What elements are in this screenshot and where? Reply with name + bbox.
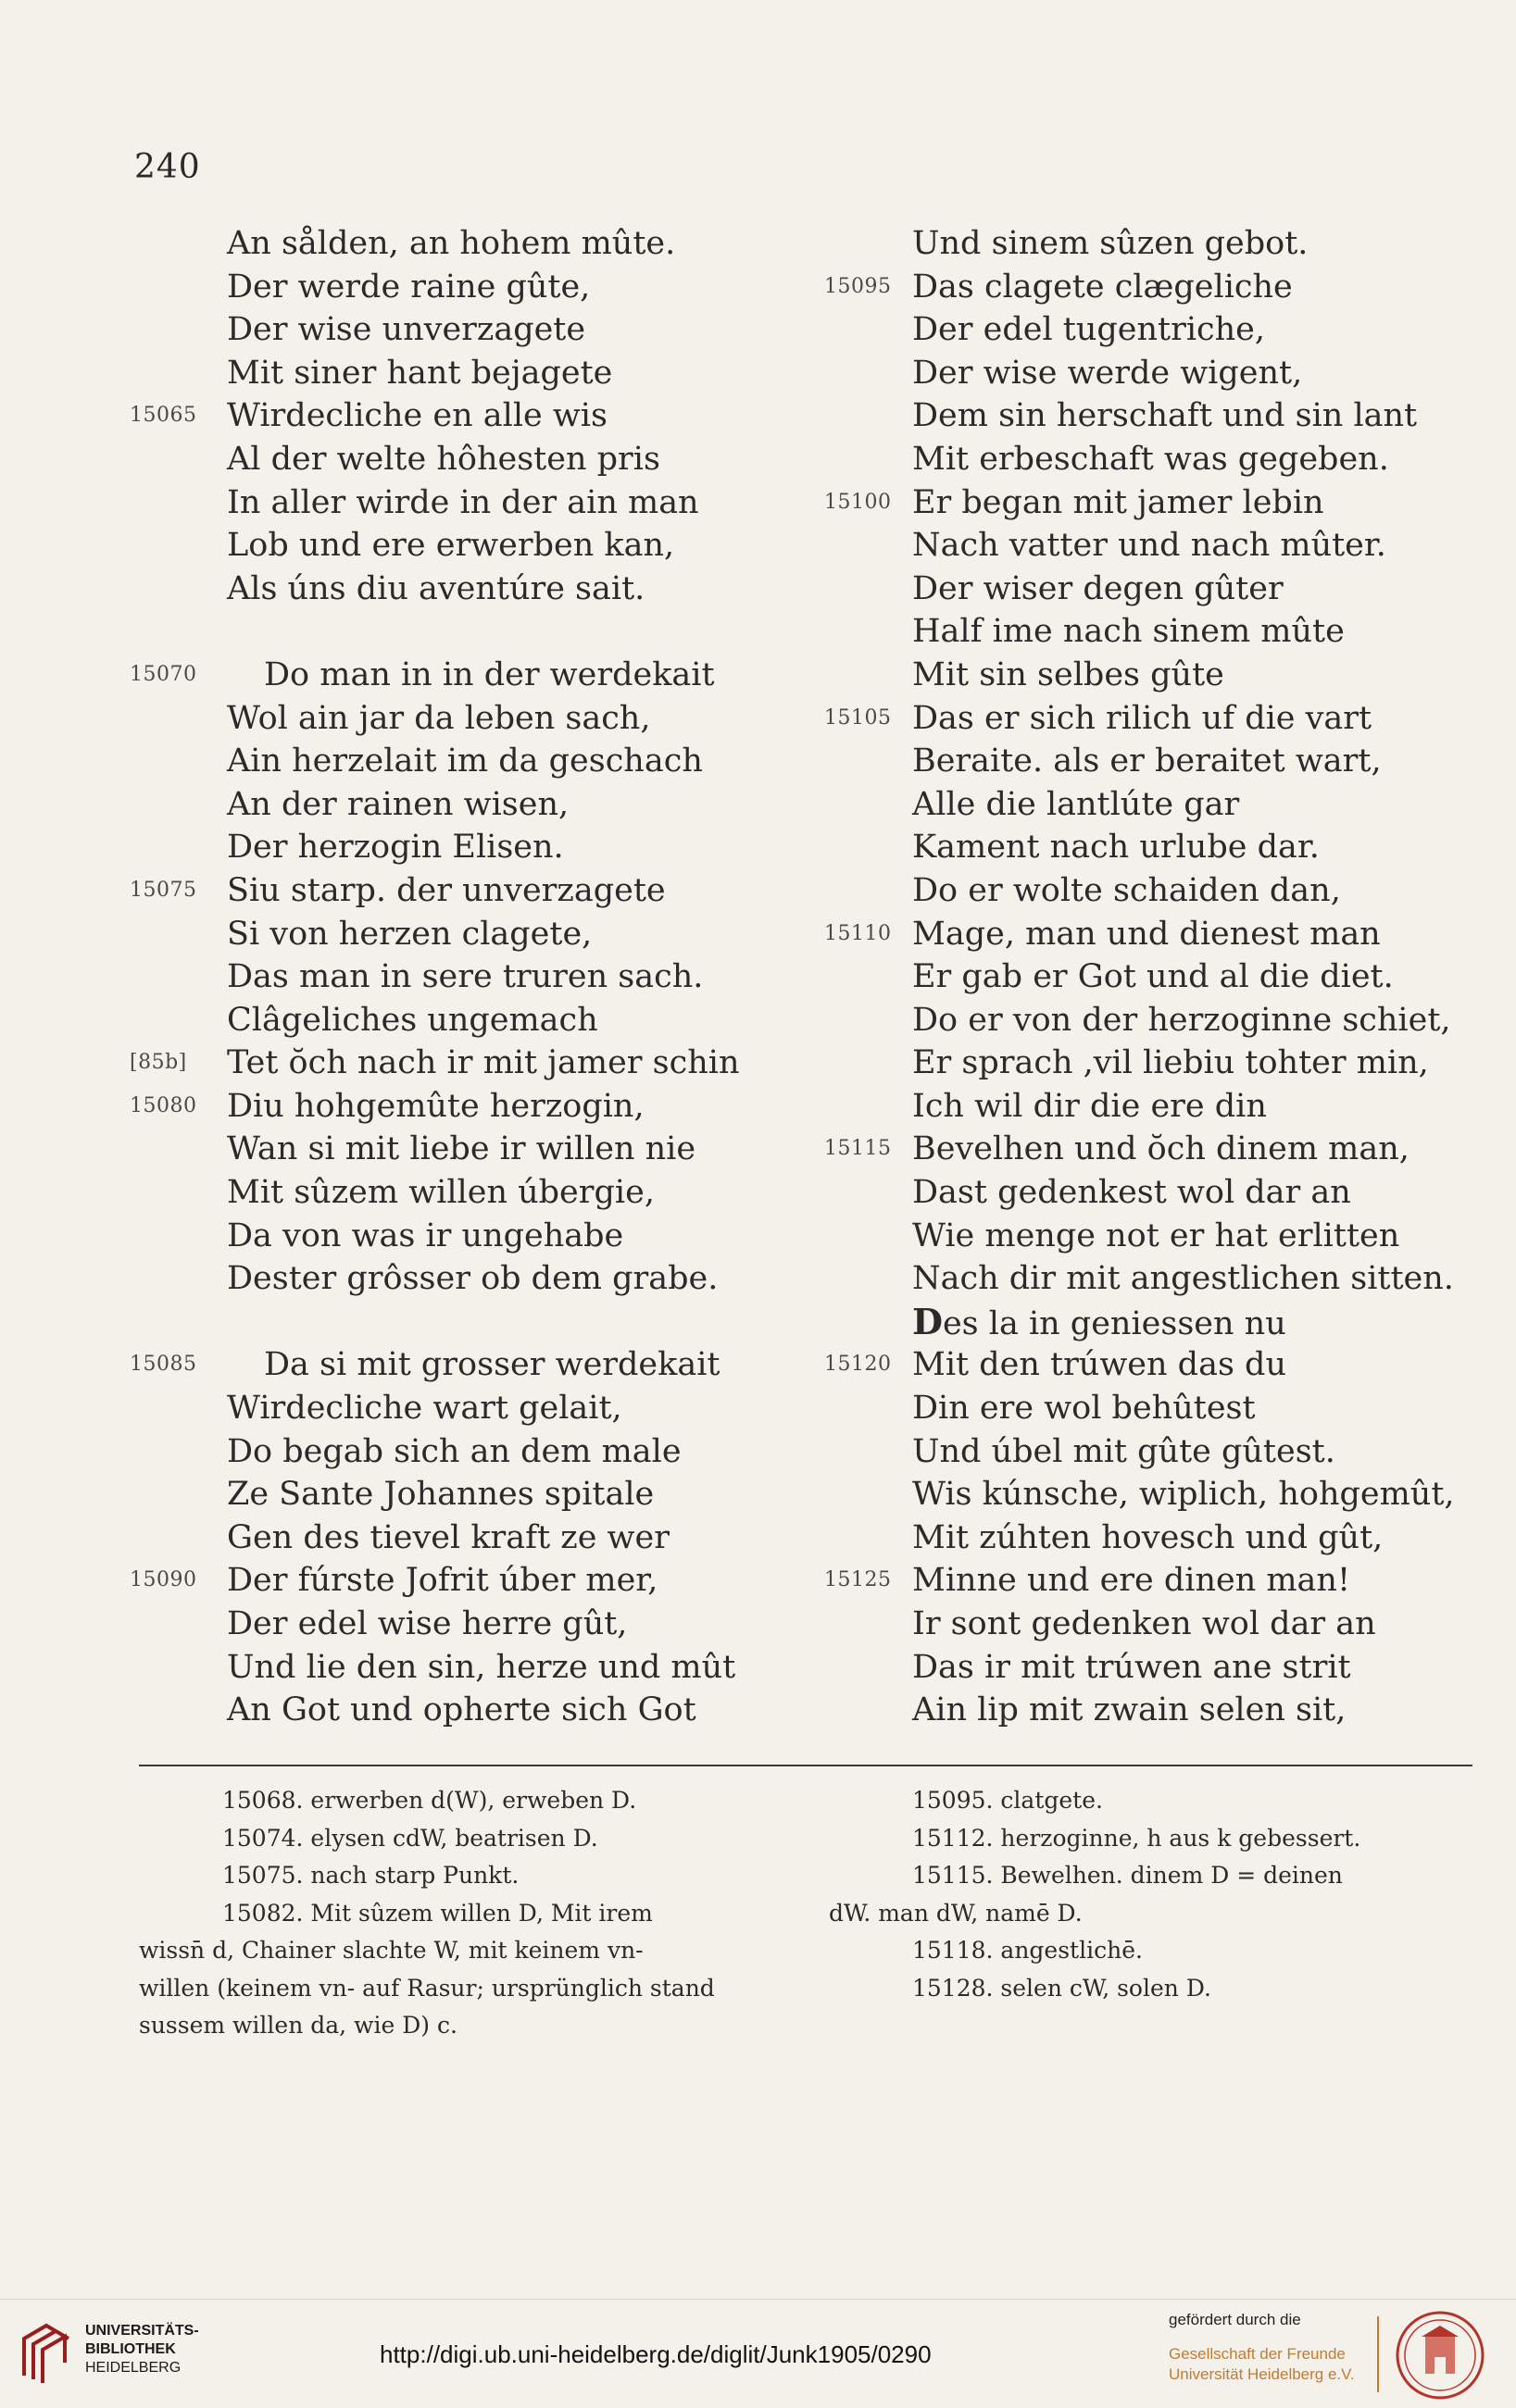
verse-text: Der wise werde wigent, <box>912 354 1303 392</box>
verse-text: Da von was ir ungehabe <box>227 1216 624 1254</box>
right-verse-line <box>815 697 1463 741</box>
left-verse-line <box>130 999 759 1042</box>
right-verse-line <box>815 1430 1463 1474</box>
left-verse-line <box>130 1387 759 1430</box>
footnote-line: 15118. angestlichē. <box>912 1937 1143 1964</box>
left-verse-line <box>130 568 759 611</box>
verse-text: Als úns diu aventúre sait. <box>227 569 645 607</box>
verse-text: Und úbel mit gûte gûtest. <box>912 1432 1335 1470</box>
left-verse-line <box>130 955 759 999</box>
right-verse-line <box>815 481 1463 525</box>
left-verse-line <box>130 266 759 309</box>
permalink-url[interactable]: http://digi.ub.uni-heidelberg.de/diglit/Junk1905/0290 <box>380 2340 932 2368</box>
right-verse-line <box>815 1301 1463 1344</box>
footnote-line: 15115. Bewelhen. dinem D = deinen <box>912 1862 1343 1889</box>
verse-text: Des la in geniessen nu <box>912 1300 1286 1342</box>
footnote-line: 15068. erwerben d(W), erweben D. <box>222 1787 637 1814</box>
left-verse-line <box>130 826 759 869</box>
verse-text: Dem sin herschaft und sin lant <box>912 397 1418 435</box>
footnote-line: 15075. nach starp Punkt. <box>222 1862 520 1889</box>
right-verse-line <box>815 222 1463 266</box>
verse-text: Kament nach urlube dar. <box>912 829 1320 867</box>
left-verse-line <box>130 394 759 438</box>
verse-text: Der edel wise herre gût, <box>227 1605 628 1642</box>
library-logo-icon <box>19 2320 76 2385</box>
footnote-line: wissn̄ d, Chainer slachte W, mit keinem vn- <box>139 1937 644 1964</box>
verse-text: Der wiser degen gûter <box>912 569 1284 607</box>
verse-text: Nach dir mit angestlichen sitten. <box>912 1260 1454 1298</box>
right-verse-line <box>815 1473 1463 1516</box>
verse-text: Bevelhen und ŏch dinem man, <box>912 1130 1410 1168</box>
left-verse-line <box>130 222 759 266</box>
footnote-line: 15095. clatgete. <box>912 1787 1103 1814</box>
line-number: [85b] <box>130 1051 187 1075</box>
left-verse-line <box>130 308 759 352</box>
right-verse-line <box>815 1085 1463 1129</box>
right-verse-line <box>815 955 1463 999</box>
right-verse-line <box>815 1387 1463 1430</box>
verse-text: Er sprach ,vil liebiu tohter min, <box>912 1044 1429 1082</box>
verse-text: Und sinem sûzen gebot. <box>912 225 1309 262</box>
left-verse-line <box>130 1603 759 1646</box>
library-name-line1: UNIVERSITÄTS- <box>85 2323 199 2339</box>
verse-text: Mit sûzem willen úbergie, <box>227 1174 655 1212</box>
right-verse-line <box>815 654 1463 697</box>
left-verse-line <box>130 524 759 568</box>
verse-text: An Got und opherte sich Got <box>227 1691 696 1729</box>
funded-by-text: gefördert durch die <box>1169 2311 1301 2328</box>
left-verse-line <box>130 697 759 741</box>
verse-text: In aller wirde in der ain man <box>227 483 699 521</box>
verse-text: Mit den trúwen das du <box>912 1346 1286 1384</box>
verse-text: Und lie den sin, herze und mût <box>227 1648 736 1686</box>
verse-text: Der fúrste Jofrit úber mer, <box>227 1562 658 1600</box>
right-verse-line <box>815 1689 1463 1732</box>
left-verse-line <box>130 1473 759 1516</box>
verse-text: Dast gedenkest wol dar an <box>912 1174 1351 1212</box>
left-verse-line <box>130 1128 759 1171</box>
footnote-line: willen (keinem vn- auf Rasur; ursprünglich stand <box>139 1974 715 2002</box>
footnote-line: 15128. selen cW, solen D. <box>912 1974 1211 2002</box>
line-number: 15065 <box>130 404 197 428</box>
footnotes-right <box>829 1782 1477 2007</box>
verse-text: Gen des tievel kraft ze wer <box>227 1518 670 1556</box>
library-name <box>85 2322 199 2377</box>
line-number: 15080 <box>130 1093 197 1117</box>
verse-text: An der rainen wisen, <box>227 785 570 823</box>
verse-text: Clâgeliches ungemach <box>227 1001 598 1039</box>
verse-text: Mage, man und dienest man <box>912 915 1381 953</box>
footnote-line: 15112. herzoginne, h aus k gebessert. <box>912 1824 1361 1852</box>
verse-text: An sålden, an hohem mûte. <box>227 225 676 262</box>
right-verse-line <box>815 1516 1463 1560</box>
left-verse-line <box>130 1430 759 1474</box>
right-verse-line <box>815 1128 1463 1171</box>
footnote-divider <box>139 1765 1472 1766</box>
line-number: 15120 <box>824 1353 892 1377</box>
right-verse-line <box>815 610 1463 654</box>
verse-text: Do er von der herzoginne schiet, <box>912 1001 1451 1039</box>
right-verse-line <box>815 1603 1463 1646</box>
society-name <box>1169 2344 1355 2385</box>
right-verse-line <box>815 524 1463 568</box>
verse-text: Nach vatter und nach mûter. <box>912 527 1386 565</box>
verse-text: Der werde raine gûte, <box>227 268 591 306</box>
verse-text: Das ir mit trúwen ane strit <box>912 1648 1351 1686</box>
verse-text: Der edel tugentriche, <box>912 311 1266 349</box>
society-name-line1: Gesellschaft der Freunde <box>1169 2345 1346 2363</box>
footnote-line: sussem willen da, wie D) c. <box>139 2012 457 2039</box>
right-verse-line <box>815 740 1463 783</box>
footnote-line: 15074. elysen cdW, beatrisen D. <box>222 1824 598 1852</box>
verse-text: Wirdecliche en alle wis <box>227 397 608 435</box>
verse-text: Das man in sere truren sach. <box>227 958 704 996</box>
line-number: 15070 <box>130 662 197 686</box>
verse-text: Dester grôsser ob dem grabe. <box>227 1260 719 1298</box>
right-verse-line <box>815 1215 1463 1258</box>
footnote-line: dW. man dW, namē D. <box>829 1899 1083 1927</box>
verse-text: Das clagete clægeliche <box>912 268 1293 306</box>
line-number: 15090 <box>130 1568 197 1592</box>
right-verse-line <box>815 1042 1463 1085</box>
verse-text: Al der welte hôhesten pris <box>227 440 660 478</box>
left-verse-line <box>130 352 759 395</box>
left-verse-line <box>130 481 759 525</box>
library-name-line3: HEIDELBERG <box>85 2360 182 2376</box>
footnotes-left <box>139 1782 806 2045</box>
left-verse-line <box>130 654 759 697</box>
right-verse-line <box>815 1646 1463 1690</box>
verse-text: Half ime nach sinem mûte <box>912 613 1345 651</box>
right-verse-column <box>815 222 1463 1732</box>
verse-text: Do begab sich an dem male <box>227 1432 682 1470</box>
line-number: 15100 <box>824 490 892 514</box>
digital-library-footer <box>0 2299 1516 2408</box>
verse-text: Mit sin selbes gûte <box>912 655 1224 693</box>
left-verse-line <box>130 438 759 481</box>
university-seal-icon <box>1394 2309 1486 2402</box>
right-verse-line <box>815 1171 1463 1215</box>
society-name-line2: Universität Heidelberg e.V. <box>1169 2365 1355 2383</box>
verse-text: Wirdecliche wart gelait, <box>227 1390 622 1428</box>
line-number: 15095 <box>824 274 892 298</box>
right-verse-line <box>815 1343 1463 1387</box>
line-number: 15105 <box>824 705 892 730</box>
line-number: 15110 <box>824 921 892 945</box>
left-verse-line <box>130 869 759 913</box>
verse-text: Minne und ere dinen man! <box>912 1562 1351 1600</box>
verse-text: Alle die lantlúte gar <box>912 785 1240 823</box>
footer-separator <box>1377 2316 1379 2392</box>
verse-text: Wol ain jar da leben sach, <box>227 699 651 737</box>
verse-text: Ir sont gedenken wol dar an <box>912 1605 1376 1642</box>
verse-text: Mit erbeschaft was gegeben. <box>912 440 1389 478</box>
right-verse-line <box>815 352 1463 395</box>
verse-text: Ze Sante Johannes spitale <box>227 1476 655 1514</box>
verse-text: Do er wolte schaiden dan, <box>912 871 1341 909</box>
left-verse-line <box>130 1171 759 1215</box>
left-verse-line <box>130 1559 759 1603</box>
verse-text: Siu starp. der unverzagete <box>227 871 666 909</box>
right-verse-line <box>815 999 1463 1042</box>
verse-text: Da si mit grosser werdekait <box>264 1346 720 1384</box>
verse-text: Ain herzelait im da geschach <box>227 742 703 780</box>
left-verse-column <box>130 222 759 1732</box>
right-verse-line <box>815 1559 1463 1603</box>
right-verse-line <box>815 568 1463 611</box>
verse-text: Der herzogin Elisen. <box>227 829 564 867</box>
right-verse-line <box>815 869 1463 913</box>
verse-text: Diu hohgemûte herzogin, <box>227 1087 645 1125</box>
left-verse-line <box>130 1085 759 1129</box>
page-number: 240 <box>134 148 201 186</box>
right-verse-line <box>815 783 1463 827</box>
verse-text: Ain lip mit zwain selen sit, <box>912 1691 1347 1729</box>
footnote-line: 15082. Mit sûzem willen D, Mit irem <box>222 1899 653 1927</box>
left-verse-line <box>130 1516 759 1560</box>
verse-text: Mit zúhten hovesch und gût, <box>912 1518 1384 1556</box>
verse-text: Tet ŏch nach ir mit jamer schin <box>227 1044 740 1082</box>
verse-text: Beraite. als er beraitet wart, <box>912 742 1382 780</box>
verse-text: Din ere wol behûtest <box>912 1390 1256 1428</box>
right-verse-line <box>815 394 1463 438</box>
left-verse-line <box>130 1257 759 1301</box>
line-number: 15075 <box>130 878 197 902</box>
verse-text: Mit siner hant bejagete <box>227 354 613 392</box>
verse-text: Das er sich rilich uf die vart <box>912 699 1372 737</box>
left-verse-line <box>130 740 759 783</box>
verse-text: Er began mit jamer lebin <box>912 483 1324 521</box>
right-verse-line <box>815 1257 1463 1301</box>
left-verse-line <box>130 783 759 827</box>
right-verse-line <box>815 308 1463 352</box>
verse-text: Wan si mit liebe ir willen nie <box>227 1130 696 1168</box>
verse-text: Do man in in der werdekait <box>264 655 715 693</box>
left-verse-line <box>130 1646 759 1690</box>
right-verse-line <box>815 826 1463 869</box>
line-number: 15085 <box>130 1353 197 1377</box>
verse-text: Si von herzen clagete, <box>227 915 593 953</box>
verse-text: Lob und ere erwerben kan, <box>227 527 675 565</box>
line-number: 15115 <box>824 1137 892 1161</box>
left-verse-line <box>130 1689 759 1732</box>
verse-text: Wis kúnsche, wiplich, hohgemût, <box>912 1476 1455 1514</box>
verse-text: Er gab er Got und al die diet. <box>912 958 1394 996</box>
verse-text: Wie menge not er hat erlitten <box>912 1216 1400 1254</box>
library-name-line2: BIBLIOTHEK <box>85 2341 176 2357</box>
left-verse-line <box>130 1215 759 1258</box>
line-number: 15125 <box>824 1568 892 1592</box>
right-verse-line <box>815 266 1463 309</box>
right-verse-line <box>815 438 1463 481</box>
right-verse-line <box>815 913 1463 956</box>
verse-text: Ich wil dir die ere din <box>912 1087 1267 1125</box>
left-verse-line <box>130 1343 759 1387</box>
verse-text: Der wise unverzagete <box>227 311 586 349</box>
left-verse-line <box>130 913 759 956</box>
left-verse-line <box>130 1042 759 1085</box>
